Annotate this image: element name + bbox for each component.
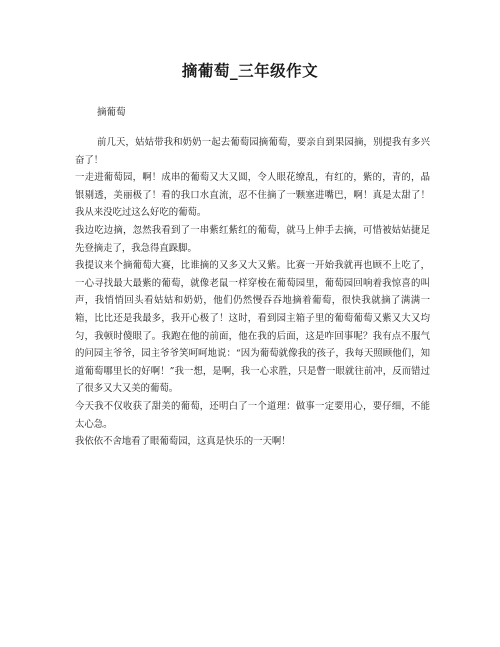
essay-subtitle: 摘葡萄 <box>97 107 126 118</box>
paragraph: 一走进葡萄园，啊！成串的葡萄又大又圆，令人眼花缭乱，有红的，紫的，青的，晶银剔透，美丽极了！看的我口水直流，忍不住摘了一颗塞进嘴巴，啊！真是太甜了！我从来没吃过这么好吃的葡萄。 <box>75 172 430 219</box>
paragraph: 前几天，姑姑带我和奶奶一起去葡萄园摘葡萄，要亲自到果园摘，别提我有多兴奋了！ <box>75 137 430 166</box>
paragraph: 今天我不仅收获了甜美的葡萄，还明白了一个道理：做事一定要用心，要仔细，不能太心急。 <box>75 400 430 430</box>
document-title: 摘葡萄_三年级作文 <box>181 61 319 80</box>
paragraph: 我提议来个摘葡萄大赛，比谁摘的又多又大又紫。比赛一开始我就再也顾不上吃了，一心寻找最大最紫的葡萄，就像老鼠一样穿梭在葡萄园里，葡萄园回响着我惊喜的叫声，我悄悄回头看姑姑和奶奶，他们仍然慢吞吞地摘着葡萄，很快我就摘了满满一箱，比比还是我最多，我开心极了！这时，看到园主箱子里的葡萄葡萄又紫又大又均匀，我顿时傻眼了。我跑在他的前面，他在我的后面，这是咋回事呢？我有点不服气的问园主爷爷，园主爷爷笑呵呵地说：“因为葡萄就像我的孩子，我每天照顾他们，知道葡萄哪里长的好啊！”我一想，是啊，我一心求胜，只是瞥一眼就往前冲，反而错过了很多又大又美的葡萄。 <box>75 260 430 395</box>
paragraph: 我边吃边摘，忽然我看到了一串紫红紫红的葡萄，就马上伸手去摘，可惜被姑姑捷足先登摘走了，我急得直跺脚。 <box>75 224 430 254</box>
essay-body <box>75 134 430 451</box>
paragraph: 我依依不舍地看了眼葡萄园，这真是快乐的一天啊！ <box>75 436 291 448</box>
